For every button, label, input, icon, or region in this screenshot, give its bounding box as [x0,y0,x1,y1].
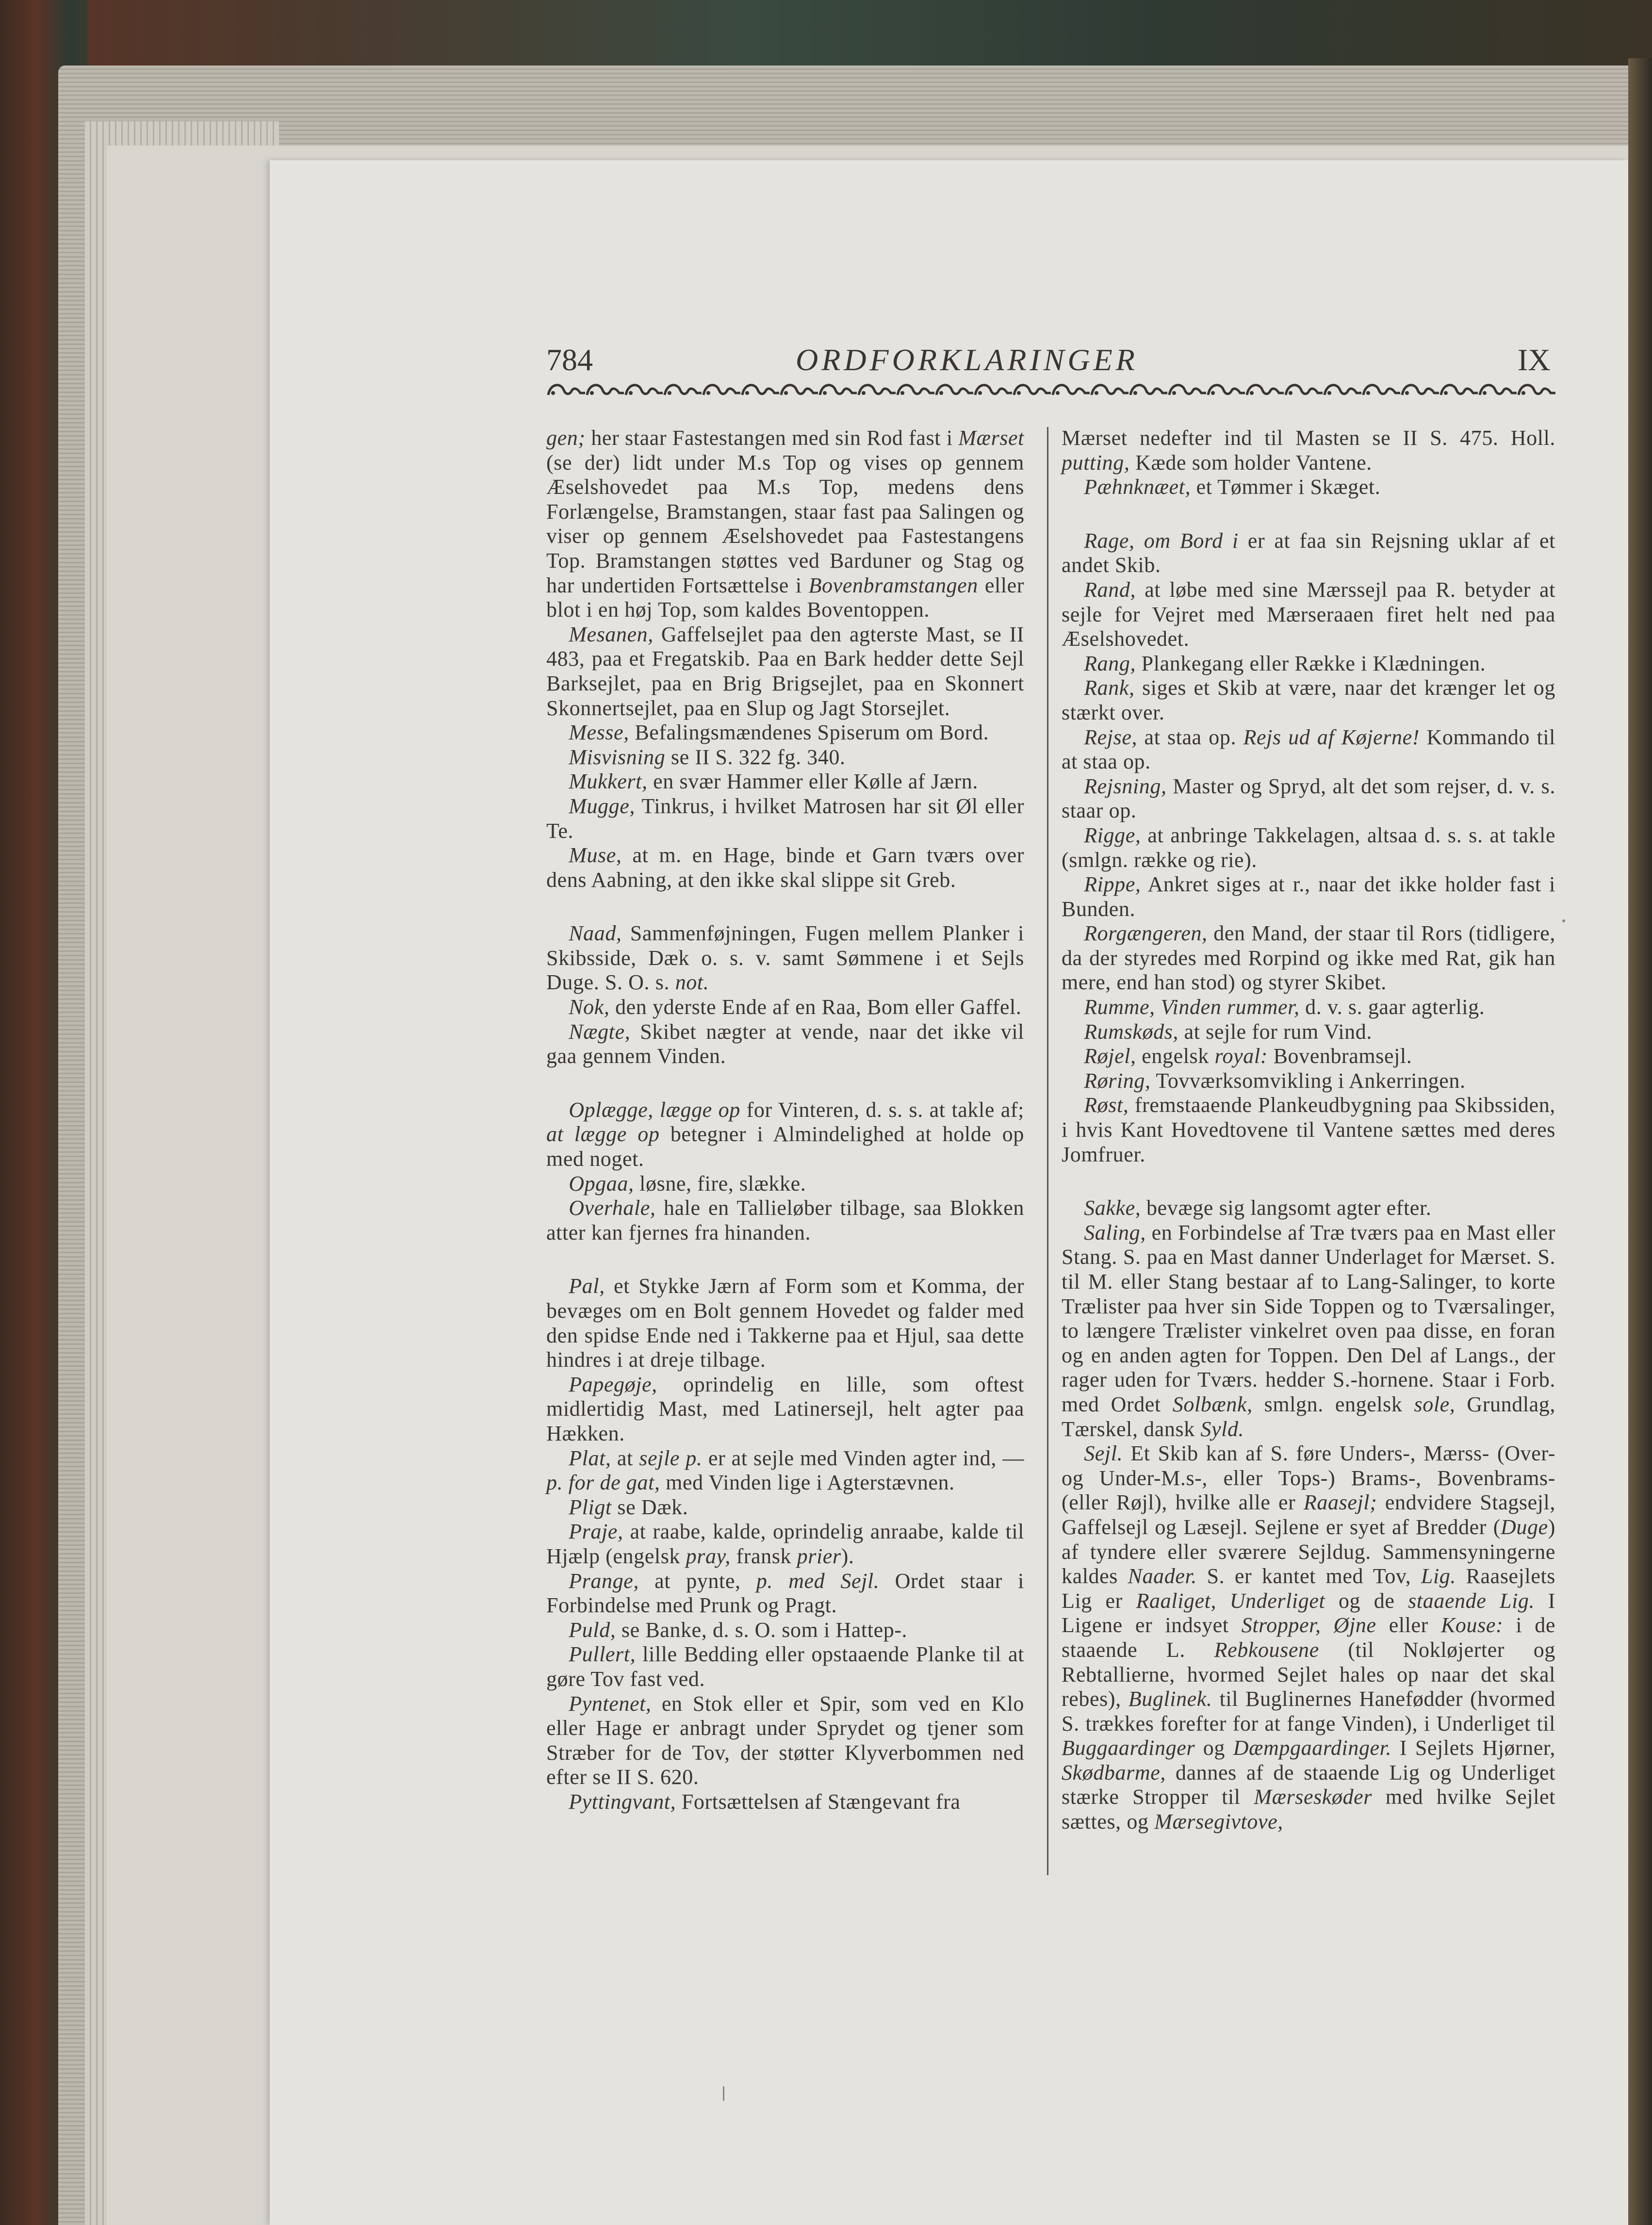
entry-text: med Vinden lige i Agterstævnen. [660,1471,955,1495]
dictionary-entry [546,720,1024,745]
entry-text: at sejle for rum Vind. [1178,1019,1372,1044]
italic-term: Syld. [1200,1417,1244,1441]
dictionary-entry [1062,995,1555,1020]
entry-text: hale en Tallieløber tilbage, saa Blokken atter kan fjernes fra hinanden. [546,1196,1024,1244]
dictionary-entry [546,921,1024,995]
column-divider [1047,427,1048,1875]
italic-term: Pyttingvant, [569,1789,676,1814]
book-edge-right [1628,58,1652,2225]
paper-mark [723,2086,724,2101]
entry-text: Kæde som holder Vantene. [1129,450,1372,474]
italic-term: Prange, [569,1569,639,1593]
letter-section [546,426,1024,892]
entry-text: Gaffelsejlet paa den agterste Mast, se II 483, paa et Fregatskib. Paa en Bark hedder dette Sejl Barksejlet, paa en Brig Brigsejlet, paa en Skonnert Skonnertsejlet, paa en Slup og Jagt Storsejlet. [546,622,1024,720]
dictionary-entry [546,843,1024,892]
entry-text: I Ligene er indsyet [1062,1588,1555,1637]
entry-text: og [1195,1736,1233,1760]
dictionary-entry [1062,1221,1555,1441]
italic-term: putting, [1062,450,1130,474]
entry-text: at [611,1446,639,1470]
letter-section [546,921,1024,1069]
italic-term: Papegøje, [569,1372,657,1396]
entry-text: Ordet staar i Forbindelse med Prunk og Pragt. [546,1569,1024,1618]
italic-term: Plat, [569,1446,611,1470]
entry-text: til Buglinernes Hanefødder (hvormed S. trækkes forefter for at fange Vinden), i Underliget til [1062,1687,1555,1735]
entry-text: Tinkrus, i hvilket Matrosen har sit Øl eller Te. [546,794,1024,843]
dictionary-entry [546,769,1024,794]
italic-term: Mukkert, [569,769,648,794]
italic-term: Rorgængeren, [1084,921,1208,946]
dictionary-entry [546,1373,1024,1446]
italic-term: Mærseskøder [1254,1785,1373,1809]
entry-text: (se der) lidt under M.s Top og vises op gennem Æselshovedet paa M.s Top, medens dens Forlængelse, Bramstangen, staar fast paa Salingen og viser op gennem Æselshovedet paa Fastestangens Top. Bramstangen støttes ved Barduner og Stag og har undertiden Fortsættelse i [546,450,1024,597]
italic-term: Røring, [1084,1068,1151,1093]
italic-term: Rippe, [1084,872,1141,897]
paper-speck [1562,919,1565,922]
italic-term: Mesanen, [569,622,654,646]
dictionary-entry [1062,1020,1555,1045]
italic-term: Rang, [1084,651,1136,675]
entry-text: (til Nokløjerter og Rebtallierne, hvormed Sejlet hales op naar det skal rebes), [1062,1637,1556,1711]
italic-term: Lig. [1421,1564,1456,1588]
dictionary-entry [546,1790,1024,1815]
italic-term: Pligt [569,1495,612,1519]
dictionary-entry [546,1495,1024,1520]
italic-term: sejle p. [639,1446,703,1470]
left-column [546,426,1024,1814]
italic-term: Rigge, [1084,823,1141,847]
entry-text: at anbringe Takkelagen, altsaa d. s. s. at takle (smlgn. række og rie). [1062,823,1555,872]
italic-term: Naad, [569,921,622,946]
italic-term: Raaliget, Underliget [1136,1588,1325,1613]
entry-text: Kommando til at staa op. [1062,725,1555,774]
entry-text: at pynte, [638,1569,756,1593]
dictionary-entry [546,1446,1024,1495]
entry-text: er at faa sin Rejsning uklar af et andet Skib. [1062,528,1555,577]
italic-term: Mugge, [569,794,635,818]
dictionary-entry [546,1642,1024,1691]
entry-text: endvidere Stagsejl, Gaffelsejl og Læsejl. Sejlene er syet af Bredder ( [1062,1490,1555,1539]
italic-term: Rejse, [1084,725,1138,749]
entry-text: Mærset nedefter ind til Masten se II S. 475. Holl. [1062,426,1555,450]
dictionary-entry [546,1618,1024,1643]
entry-text: Fortsættelsen af Stængevant fra [676,1789,961,1814]
italic-term: p. med Sejl. [756,1569,880,1593]
italic-term: Kouse: [1440,1613,1504,1637]
italic-term: Rebkousene [1214,1637,1319,1662]
right-column [1062,426,1555,1834]
italic-term: prier [797,1544,841,1568]
entry-text: Grundlag, Tærskel, dansk [1062,1392,1555,1441]
italic-term: Skødbarme, [1062,1760,1166,1784]
entry-text: engelsk [1136,1044,1215,1068]
dictionary-entry [546,995,1024,1020]
italic-term: Sakke, [1084,1196,1141,1220]
letter-section [546,1274,1024,1814]
entry-text: d. v. s. gaar agterlig. [1299,995,1485,1019]
italic-term: Dæmpgaardinger. [1233,1736,1392,1760]
entry-text: se II S. 322 fg. 340. [665,745,846,769]
entry-text: Skibet nægter at vende, naar det ikke vil gaa gennem Vinden. [546,1019,1024,1068]
entry-text: her staar Fastestangen med sin Rod fast i [585,426,959,450]
entry-text: Befalingsmændenes Spiserum om Bord. [629,720,989,745]
dictionary-entry [1062,921,1555,995]
dictionary-entry [1062,1069,1555,1094]
italic-term: Opgaa, [569,1171,634,1195]
italic-term: Buggaardinger [1062,1736,1195,1760]
entry-text: eller blot i en høj Top, som kaldes Boventoppen. [546,573,1024,622]
entry-text: løsne, fire, slække. [634,1171,806,1195]
italic-term: Rage, om Bord i [1084,528,1239,553]
italic-term: Rank, [1084,676,1135,700]
entry-text: er at sejle med Vinden agter ind, — [702,1446,1025,1470]
italic-term: Pullert, [569,1642,636,1667]
letter-section [1062,1196,1555,1834]
entry-text: at løbe med sine Mærssejl paa R. betyder at sejle for Vejret med Mærseraaen firet helt ned paa Æselshovedet. [1062,577,1555,651]
dictionary-entry [1062,823,1555,872]
entry-text: for Vinteren, d. s. s. at takle af; [740,1097,1024,1122]
dictionary-entry [546,622,1024,720]
entry-text: Master og Spryd, alt det som rejser, d. v. s. staar op. [1062,774,1555,823]
italic-term: Stropper, Øjne [1241,1613,1376,1637]
italic-term: not. [675,970,709,995]
italic-term: Overhale, [569,1196,656,1220]
italic-term: Rand, [1084,577,1136,602]
entry-text: S. er kantet med Tov, [1196,1564,1421,1588]
dictionary-entry [546,1520,1024,1569]
dictionary-entry [546,1274,1024,1372]
italic-term: Sejl. [1084,1441,1123,1466]
italic-term: Puld, [569,1618,616,1642]
italic-term: Pæhnknæet, [1084,475,1191,499]
dictionary-entry [1062,774,1555,823]
dictionary-entry [546,745,1024,770]
italic-term: staaende Lig. [1408,1588,1535,1613]
entry-text: et Stykke Jærn af Form som et Komma, der bevæges om en Bolt gennem Hovedet og falder med den spidse Ende ned i Takkerne paa et Hjul, saa dette hindres i at dreje tilbage. [546,1274,1024,1372]
italic-term: Mærsegivtove, [1154,1810,1283,1834]
italic-term: Rejs ud af Køjerne! [1243,725,1420,749]
dictionary-entry [546,426,1024,622]
dictionary-entry [546,1196,1024,1245]
italic-term: at lægge op [546,1122,660,1146]
italic-term: p. for de gat, [546,1471,660,1495]
italic-term: Pyntenet, [569,1691,652,1716]
entry-text: betegner i Almindelighed at holde op med noget. [546,1122,1024,1171]
entry-text: Bovenbramsejl. [1267,1044,1412,1068]
italic-term: pray, [686,1544,731,1568]
entry-text: Raasejlets Lig er [1062,1564,1555,1613]
entry-text: Ankret siges at r., naar det ikke holder fast i Bunden. [1062,872,1555,921]
italic-term: Mærset [958,426,1024,450]
dictionary-entry [546,1020,1024,1069]
dictionary-entry [1062,652,1555,676]
dictionary-entry [1062,529,1555,578]
italic-term: Røst, [1084,1093,1129,1117]
entry-text: en Forbindelse af Træ tværs paa en Mast eller Stang. S. paa en Mast danner Underlaget for Mærset. S. til M. eller Stang bestaar af to Lang-Salinger, to korte Trælister paa hver sin Side Toppen og to Tværsalinger, to længere Trælister vinkelret oven paa disse, en foran og en anden agten for Toppen. Den Del af Langs., der rager uden for Tværs. hedder S.-hornene. Staar i Forb. med Ordet [1062,1220,1555,1416]
italic-term: Buglinek. [1128,1687,1212,1711]
entry-text: ). [841,1544,854,1568]
entry-text: og de [1325,1588,1408,1613]
ornamental-rule [546,378,1555,400]
italic-term: Bovenbramstangen [808,573,978,597]
letter-section [1062,426,1555,500]
dictionary-entry [1062,1093,1555,1167]
entry-text: en Stok eller et Spir, som ved en Klo eller Hage er anbragt under Sprydet og tjener som Stræber for de Tov, der støtter Klyverbommen ned efter se II S. 620. [546,1691,1024,1789]
entry-text: Plankegang eller Række i Klædningen. [1136,651,1486,675]
dictionary-entry [1062,725,1555,774]
dictionary-entry [1062,426,1555,475]
entry-text: at m. en Hage, binde et Garn tværs over dens Aabning, at den ikke skal slippe sit Greb. [546,843,1024,892]
italic-term: Naader. [1128,1564,1197,1588]
dictionary-entry [546,1569,1024,1618]
dictionary-entry [546,1692,1024,1790]
entry-text: I Sejlets Hjørner, [1391,1736,1555,1760]
entry-text: fremstaaende Plankeudbygning paa Skibssiden, i hvis Kant Hovedtovene til Vantene sættes med deres Jomfruer. [1062,1093,1555,1166]
section-number: IX [1518,343,1551,377]
italic-term: Saling, [1084,1220,1146,1244]
entry-text: Et Skib kan af S. føre Unders-, Mærss- (Over- og Under-M.s-, eller Tops-) Brams-, Bovenbrams- (eller Røjl), hvilke alle er [1062,1441,1555,1515]
entry-text: med hvilke Sejlet sættes, og [1062,1785,1555,1834]
italic-term: Muse, [569,843,622,867]
entry-text: smlgn. engelsk [1252,1392,1414,1416]
entry-text: Sammenføjningen, Fugen mellem Planker i Skibsside, Dæk o. s. v. samt Sømmene i et Sejls Duge. S. O. s. [546,921,1024,995]
italic-term: Nægte, [569,1019,631,1044]
entry-text: bevæge sig langsomt agter efter. [1141,1196,1432,1220]
entry-text: den yderste Ende af en Raa, Bom eller Gaffel. [609,995,1022,1019]
entry-text: se Dæk. [611,1495,688,1519]
dictionary-entry [1062,1441,1555,1834]
running-title: ORDFORKLARINGER [796,343,1138,377]
entry-text: siges et Skib at være, naar det krænger let og stærkt over. [1062,676,1555,724]
italic-term: royal: [1214,1044,1268,1068]
italic-term: gen; [546,426,586,450]
italic-term: Solbænk, [1172,1392,1253,1416]
dictionary-entry [1062,475,1555,500]
italic-term: Misvisning [569,745,666,769]
dictionary-entry [1062,872,1555,921]
dictionary-entry [546,1098,1024,1172]
italic-term: Raasejl; [1303,1490,1377,1515]
entry-text: eller [1376,1613,1441,1637]
entry-text: en svær Hammer eller Kølle af Jærn. [647,769,978,794]
italic-term: Røjel, [1084,1044,1136,1068]
dictionary-entry [1062,578,1555,652]
dictionary-entry [1062,676,1555,725]
dictionary-entry [1062,1044,1555,1069]
dictionary-entry [1062,1196,1555,1221]
italic-term: Rejsning, [1084,774,1167,798]
letter-section [1062,529,1555,1167]
italic-term: sole, [1414,1392,1456,1416]
italic-term: Praje, [569,1520,623,1544]
italic-term: Rumskøds, [1084,1019,1179,1044]
dictionary-entry [546,1172,1024,1196]
entry-text: dannes af de staaende Lig og Underliget stærke Stropper til [1062,1760,1555,1809]
entry-text: oprindelig en lille, som oftest midlertidig Mast, med Latinersejl, helt agter paa Hækken. [546,1372,1024,1445]
entry-text: fransk [730,1544,797,1568]
italic-term: Messe, [569,720,629,745]
page-number: 784 [546,343,593,377]
entry-text: et Tømmer i Skæget. [1191,475,1381,499]
italic-term: Oplægge, lægge op [569,1097,740,1122]
entry-text: den Mand, der staar til Rors (tidligere, da der styredes med Rorpind og ikke med Rat, gik han mere, end han stod) og styrer Skibet. [1062,921,1555,995]
dictionary-entry [546,794,1024,843]
entry-text: Tovværksomvikling i Ankerringen. [1150,1068,1466,1093]
entry-text: i de staaende L. [1062,1613,1555,1662]
italic-term: Duge [1501,1515,1548,1539]
entry-text: lille Bedding eller opstaaende Planke til at gøre Tov fast ved. [546,1642,1024,1691]
entry-text: at staa op. [1137,725,1243,749]
entry-text: at raabe, kalde, oprindelig anraabe, kalde til Hjælp (engelsk [546,1520,1024,1568]
italic-term: Pal, [569,1274,605,1298]
italic-term: Rumme, Vinden rummer, [1084,995,1300,1019]
entry-text: se Banke, d. s. O. som i Hattep-. [616,1618,908,1642]
italic-term: Nok, [569,995,610,1019]
entry-text: ) af tyndere eller sværere Sejldug. Sammensyningerne kaldes [1062,1515,1555,1588]
letter-section [546,1098,1024,1245]
